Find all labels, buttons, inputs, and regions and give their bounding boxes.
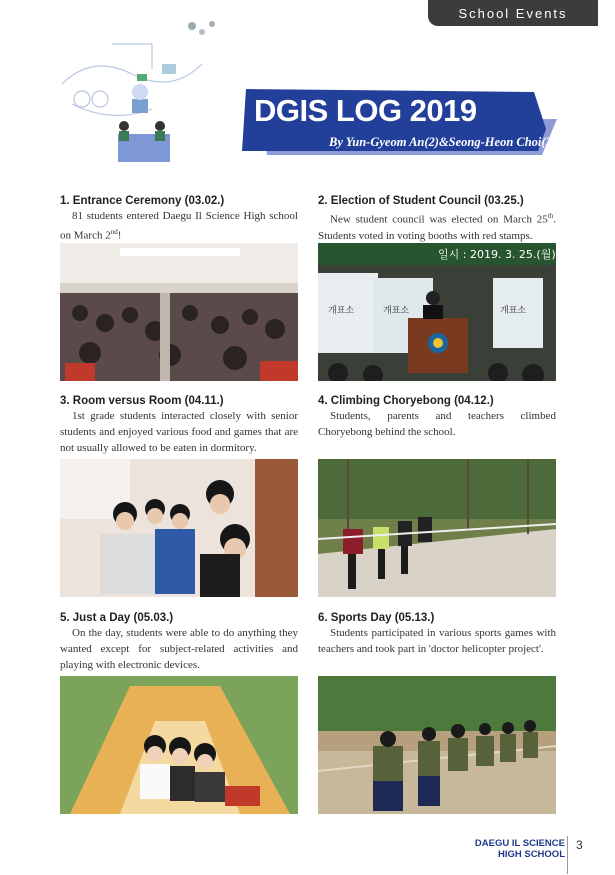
page-number: 3 (576, 838, 583, 852)
footer-divider (567, 836, 568, 874)
entrance-ceremony-photo (60, 243, 298, 381)
event-title-1: 1. Entrance Ceremony (03.02.) (60, 195, 225, 207)
event-title-2: 2. Election of Student Council (03.25.) (318, 195, 524, 207)
room-versus-room-photo (60, 459, 298, 597)
byline: By Yun-Gyeom An(2)&Seong-Heon Choi(2) (329, 135, 556, 149)
page-title: DGIS LOG 2019 (254, 93, 477, 128)
event-title-4: 4. Climbing Choryebong (04.12.) (318, 395, 494, 407)
election-banner-text: 일시 : 2019. 3. 25.(월) (438, 248, 556, 261)
student-council-election-photo (318, 243, 556, 381)
sports-day-photo (318, 676, 556, 814)
svg-text:개표소: 개표소 (500, 306, 527, 316)
event-body-1: 81 students entered Daegu Il Science High school on March 2nd! (60, 210, 298, 242)
event-title-3: 3. Room versus Room (04.11.) (60, 395, 224, 407)
climbing-choryebong-photo (318, 459, 556, 597)
svg-text:개표소: 개표소 (383, 306, 410, 316)
event-body-4: Students, parents and teachers climbed Choryebong behind the school. (318, 410, 556, 438)
event-body-3: 1st grade students interacted closely with senior students and enjoyed various food and games that are not usually allowed to be eaten in dormitory. (60, 410, 298, 454)
event-body-5: On the day, students were able to do anything they wanted except for subject-related activities and playing with electronic devices. (60, 627, 298, 671)
event-body-6: Students participated in various sports games with teachers and took part in 'doctor helicopter project'. (318, 627, 556, 655)
svg-text:개표소: 개표소 (328, 306, 355, 316)
event-title-5: 5. Just a Day (05.03.) (60, 612, 174, 624)
school-name: DAEGU IL SCIENCE HIGH SCHOOL (474, 838, 565, 860)
event-title-6: 6. Sports Day (05.13.) (318, 612, 435, 624)
event-body-2: New student council was elected on March 25th. Students voted in voting booths with red stamps. (318, 212, 556, 242)
science-illustration (52, 14, 242, 164)
section-tab: School Events (428, 0, 598, 26)
just-a-day-photo (60, 676, 298, 814)
